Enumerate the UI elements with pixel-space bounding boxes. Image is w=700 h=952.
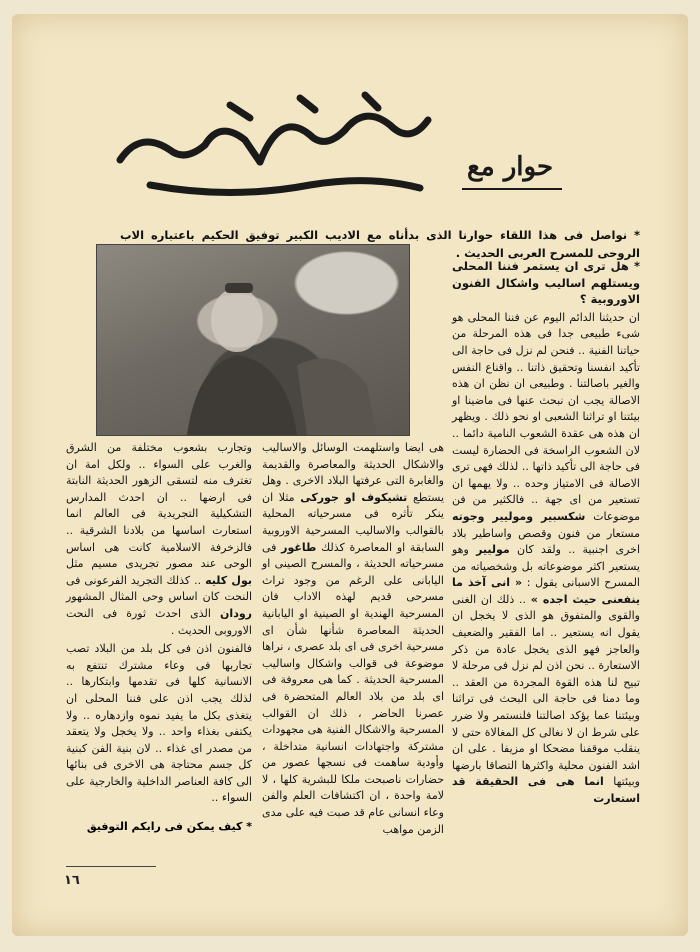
middle-part-2: مثلا ان ينكر تأثره فى مسرحياته المحلية بالقوالب والاساليب المسرحية الاوروبية السابقة او المعاصرة كذلك	[262, 490, 445, 554]
column-middle	[262, 440, 444, 840]
column-right	[452, 258, 640, 810]
moliere-quote: « انى آخذ ما ينفعنى حيث اجده »	[452, 576, 641, 606]
middle-part-1: هى ايضا واستلهمت الوسائل والاساليب والاشكال الحديثة والمعاصرة والقديمة والغابرة التى عرفتها البلاد الاخرى . وهل يستطع	[262, 441, 445, 504]
name-rodin: رودان	[220, 606, 253, 620]
left-part-4: فالفنون اذن فى كل بلد من البلاد تصب تجاربها فى وعاء مشترك تنتفع به الانسانية كلها فى تقدمها وابتكارها .. لذلك يجب اذن على فننا المحلى ان يتغذى بكل ما يفيد نموه وازدهاره .. ولا يكتفى بغذاء واحد .. ولا يخجل ولا يتعقد من مصدر اى غذاء .. لان بنية الفن كبنية كل جسم محتاجة هى الاخرى فى بنائها الى كافة العناصر الداخلية والخارجية على السواء ..	[66, 642, 252, 805]
intro-paragraph: * نواصل فى هذا اللقاء حوارنا الذى بدأناه مع الاديب الكبير توفيق الحكيم باعتباره الاب الروحى للمسرح العربى الحديث .	[120, 228, 640, 260]
left-part-2: .. كذلك التجريد الفرعونى فى النحت كان اساس وحى المثال المشهور	[66, 573, 252, 604]
answer-1-part-1: ان حديثنا الدائم اليوم عن فننا المحلى هو شىء طبيعى جدا فى هذه المرحلة من حياتنا الفنية .. فنحن لم نزل فى حاجة الى تأكيد انفسنا وتحقيق ذاتنا .. واقناع النفس والغير باصالتنا . وطبيعى ان نظن ان هذه الاصالة يجب ان نبحث عنها فى ماضينا او بيئتنا او تراثنا الشعبى او نحو ذلك . ويظهر ان هذه هى عقدة الشعوب النامية دائما .. لان الشعوب الراسخة فى الحضارة ليست فى حاجة الى تأكيد ذاتها .. لذلك فهى ترى الاصالة فى الامتياز وحده .. ولا يهمها ان تستعير من اى جهة .. فالكثير من فن موضوعات	[452, 310, 641, 523]
left-part-1: وتجارب بشعوب مختلفة من الشرق والغرب على السواء .. ولكل امة ان تغترف منه لتسقى الزهور الحديثة النابتة فى ارضها .. ان احدث المدارس التشكيلية التجريدية فى العالم انما استعارت اساسها من بلادنا الشرقية .. فالزخرفة الاسلامية كانت هى اساس الوحى عند مصور تجريدى مسيم مثل	[66, 441, 252, 571]
answer-1-part-3: وهو يستعير اكثر موضوعاته بل وشخصياته من المسرح الاسبانى يقول :	[452, 543, 640, 590]
answer-1-part-5: انما هى فى الحقيقة قد استعارت	[452, 775, 640, 805]
question-1: * هل ترى ان يستمر فننا المحلى ويستلهم اساليب واشكال الفنون الاوروبية ؟	[452, 259, 640, 307]
photo-figure	[97, 245, 409, 435]
answer-1-part-4: .. ذلك ان الغنى والقوى والمتفوق هو الذى لا يخجل ان يقول انه يستعير .. اما الفقير والضعيف والعاجز فهو الذى يخجل عادة من ذكر الاستعارة .. نحن اذن لم نزل فى مرحلة لا تبيح لنا هذه القوة المجردة من العقد .. وما دمنا فى حاجة الى البحث فى تراثنا وبيئتنا عما يؤكد اصالتنا فلنستمر ولا ضرر على شرط ان لا نغالى كل المغالاة حتى لا ينقلب موقفنا مضحكا او مزيفا . على ان اشد الفنون محلية واكثرها التصاقا بارضها وبيئتها	[452, 592, 640, 789]
next-question-underline	[66, 866, 156, 867]
names-shakespeare: شكسبير وموليير وجوته	[452, 509, 586, 523]
author-photo	[96, 244, 410, 436]
middle-part-3: فى مسرحياته الحديثة ، والمسرح الصينى او اليابانى على الرغم من وجود تراث مسرحى قديم لهذه الاداب فان المسرحية الهندية او الصينية او اليابانية الحديثة المعاصرة شأنها شأن اى مسرحية اخرى فى اى بلد عصرى ، نراها موضوعة فى قوالب واشكال واساليب المسرحية الحديثة . كما هى معروفة فى اى بلد من بلاد العالم المتحضرة فى عصرنا الحاضر ، ذلك ان القوالب المسرحية والاشكال الفنية هى مجهودات مشتركة واجتهادات انسانية متداخلة ، وأودية ساهمت فى نسجها عصور من حضارات ناصبحت ملكا للبشرية كلها ، لا لامة واحدة ، ان اكتشافات العلم والفن وعاء انسانى عام قد صبت فيه على مدى الزمن مواهب	[262, 540, 444, 836]
answer-1-part-2: مستعار من فنون وقصص واساطير بلاد اخرى اجنبية .. ولقد كان	[452, 526, 641, 557]
title-block	[110, 90, 590, 210]
names-chekhov: تشيكوف او جوركى	[300, 490, 408, 504]
next-question: * كيف يمكن فى رايكم التوفيق	[86, 820, 252, 833]
column-left	[66, 440, 252, 809]
page-number: ١٦	[64, 873, 80, 888]
left-part-3: الذى احدث ثورة فى النحت الاوروبى الحديث .	[66, 606, 252, 637]
subtitle: حوار مع	[466, 152, 554, 182]
name-tagore: طاغور	[281, 540, 317, 554]
name-moliere: موليير	[476, 543, 510, 557]
name-paul-klee: بول كليه	[205, 573, 253, 587]
title-calligraphy	[110, 90, 440, 205]
subtitle-underline	[462, 188, 562, 190]
